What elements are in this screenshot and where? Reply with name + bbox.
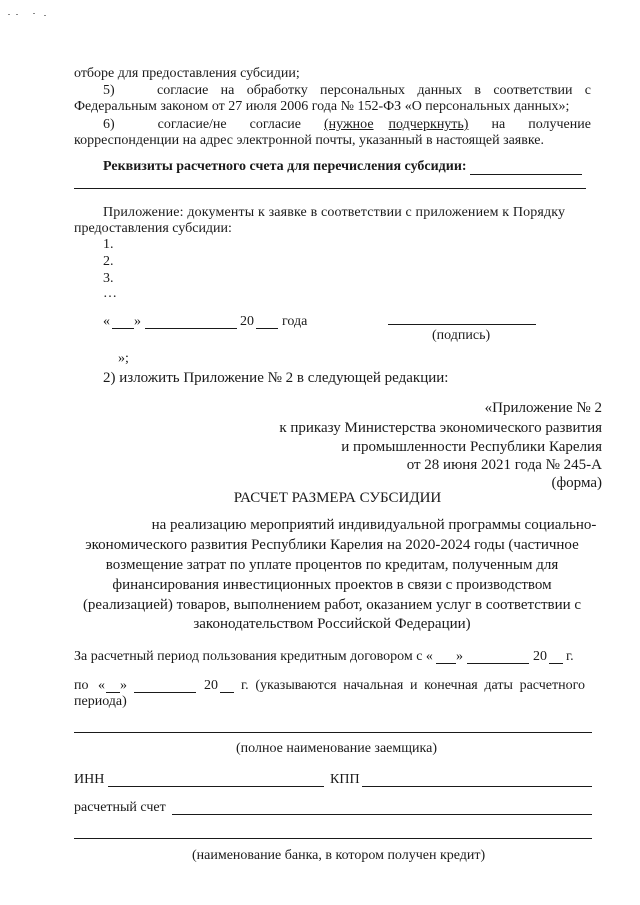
period-line-2-rest: г. (указываются начальная и конечная даты расчетного: [241, 678, 585, 693]
item-5-line-2: Федеральным законом от 27 июля 2006 года № 152-ФЗ «О персональных данных»;: [74, 99, 570, 114]
item-5-line: 5) согласие на обработку персональных данных в соответствии с: [103, 83, 591, 98]
date-quote-open: «: [103, 314, 110, 329]
period-line-3: периода): [74, 694, 127, 709]
period-end-month-line: [134, 692, 196, 693]
period-line-1a: За расчетный период пользования кредитным договором с «: [74, 649, 433, 664]
date-quote-close: »: [134, 314, 141, 329]
period-end-year-line: [220, 692, 234, 693]
period-line-1b: »: [456, 649, 463, 664]
list-item: …: [103, 286, 117, 301]
date-year-suffix: года: [282, 314, 308, 329]
requisites-label: Реквизиты расчетного счета для перечисления субсидии:: [103, 159, 467, 174]
scan-speck: [44, 15, 46, 16]
subtitle-line: на реализацию мероприятий индивидуальной программы социально-: [151, 517, 597, 533]
subtitle-line: возмещение затрат по уплате процентов по кредитам, полученным для: [105, 557, 559, 573]
scan-speck: [16, 14, 18, 15]
scan-speck: [33, 13, 35, 14]
signature-caption: (подпись): [432, 328, 491, 343]
borrower-name-line: [74, 732, 592, 733]
bank-caption: (наименование банка, в котором получен кредит): [192, 848, 486, 863]
attachment-line-1: Приложение: документы к заявке в соответствии с приложением к Порядку: [103, 205, 566, 220]
list-item: 1.: [103, 237, 114, 252]
appendix-line: от 28 июня 2021 года № 245-А: [406, 457, 602, 473]
bank-name-line: [74, 838, 592, 839]
kpp-label: КПП: [330, 772, 360, 787]
item-6-line-2: корреспонденции на адрес электронной почты, указанный в настоящей заявке.: [74, 133, 545, 148]
period-line-2-year: 20: [204, 678, 218, 693]
period-end-day-line: [106, 692, 120, 693]
period-day-line: [436, 663, 456, 664]
period-line-1c: 20: [533, 649, 547, 664]
subtitle-line: законодательством Российской Федерации): [193, 616, 471, 632]
account-label: расчетный счет: [74, 800, 166, 815]
attachment-line-2: предоставления субсидии:: [74, 221, 232, 236]
list-item: 2.: [103, 254, 114, 269]
date-year-prefix: 20: [240, 314, 254, 329]
appendix-line: и промышленности Республики Карелия: [341, 439, 602, 455]
document-title: РАСЧЕТ РАЗМЕРА СУБСИДИИ: [233, 490, 442, 506]
period-line-1d: г.: [566, 649, 574, 664]
subtitle-line: финансирования инвестиционных проектов в связи с производством: [112, 577, 552, 593]
requisites-field-line: [470, 174, 582, 175]
date-year-line: [256, 328, 278, 329]
appendix-line: (форма): [551, 475, 602, 491]
inn-field-line: [108, 786, 324, 787]
period-year-line: [549, 663, 563, 664]
signature-line: [388, 324, 536, 325]
period-line-2-quote-close: »: [120, 678, 127, 693]
appendix-line: «Приложение № 2: [484, 400, 602, 416]
subtitle-line: (реализацией) товаров, выполнением работ, оказанием услуг в соответствии с: [82, 597, 582, 613]
requisites-field-line-2: [74, 188, 586, 189]
date-month-line: [145, 328, 237, 329]
period-line-2-po: по: [74, 678, 89, 693]
item-6-line: 6) согласие/не согласие (нужное подчеркнуть) на получение: [103, 117, 591, 132]
list-item: 3.: [103, 271, 114, 286]
borrower-caption: (полное наименование заемщика): [236, 741, 437, 756]
closing-quote: »;: [118, 351, 129, 366]
period-month-line: [467, 663, 529, 664]
date-day-line: [112, 328, 134, 329]
inn-label: ИНН: [74, 772, 105, 787]
scan-speck: [8, 14, 10, 15]
kpp-field-line: [362, 786, 592, 787]
account-field-line: [172, 814, 592, 815]
point-2: 2) изложить Приложение № 2 в следующей редакции:: [103, 370, 449, 386]
appendix-line: к приказу Министерства экономического развития: [279, 420, 602, 436]
text-line: отборе для предоставления субсидии;: [74, 66, 300, 81]
period-line-2-quote-open: «: [98, 678, 105, 693]
subtitle-line: экономического развития Республики Карелия на 2020-2024 годы (частичное: [85, 537, 579, 553]
